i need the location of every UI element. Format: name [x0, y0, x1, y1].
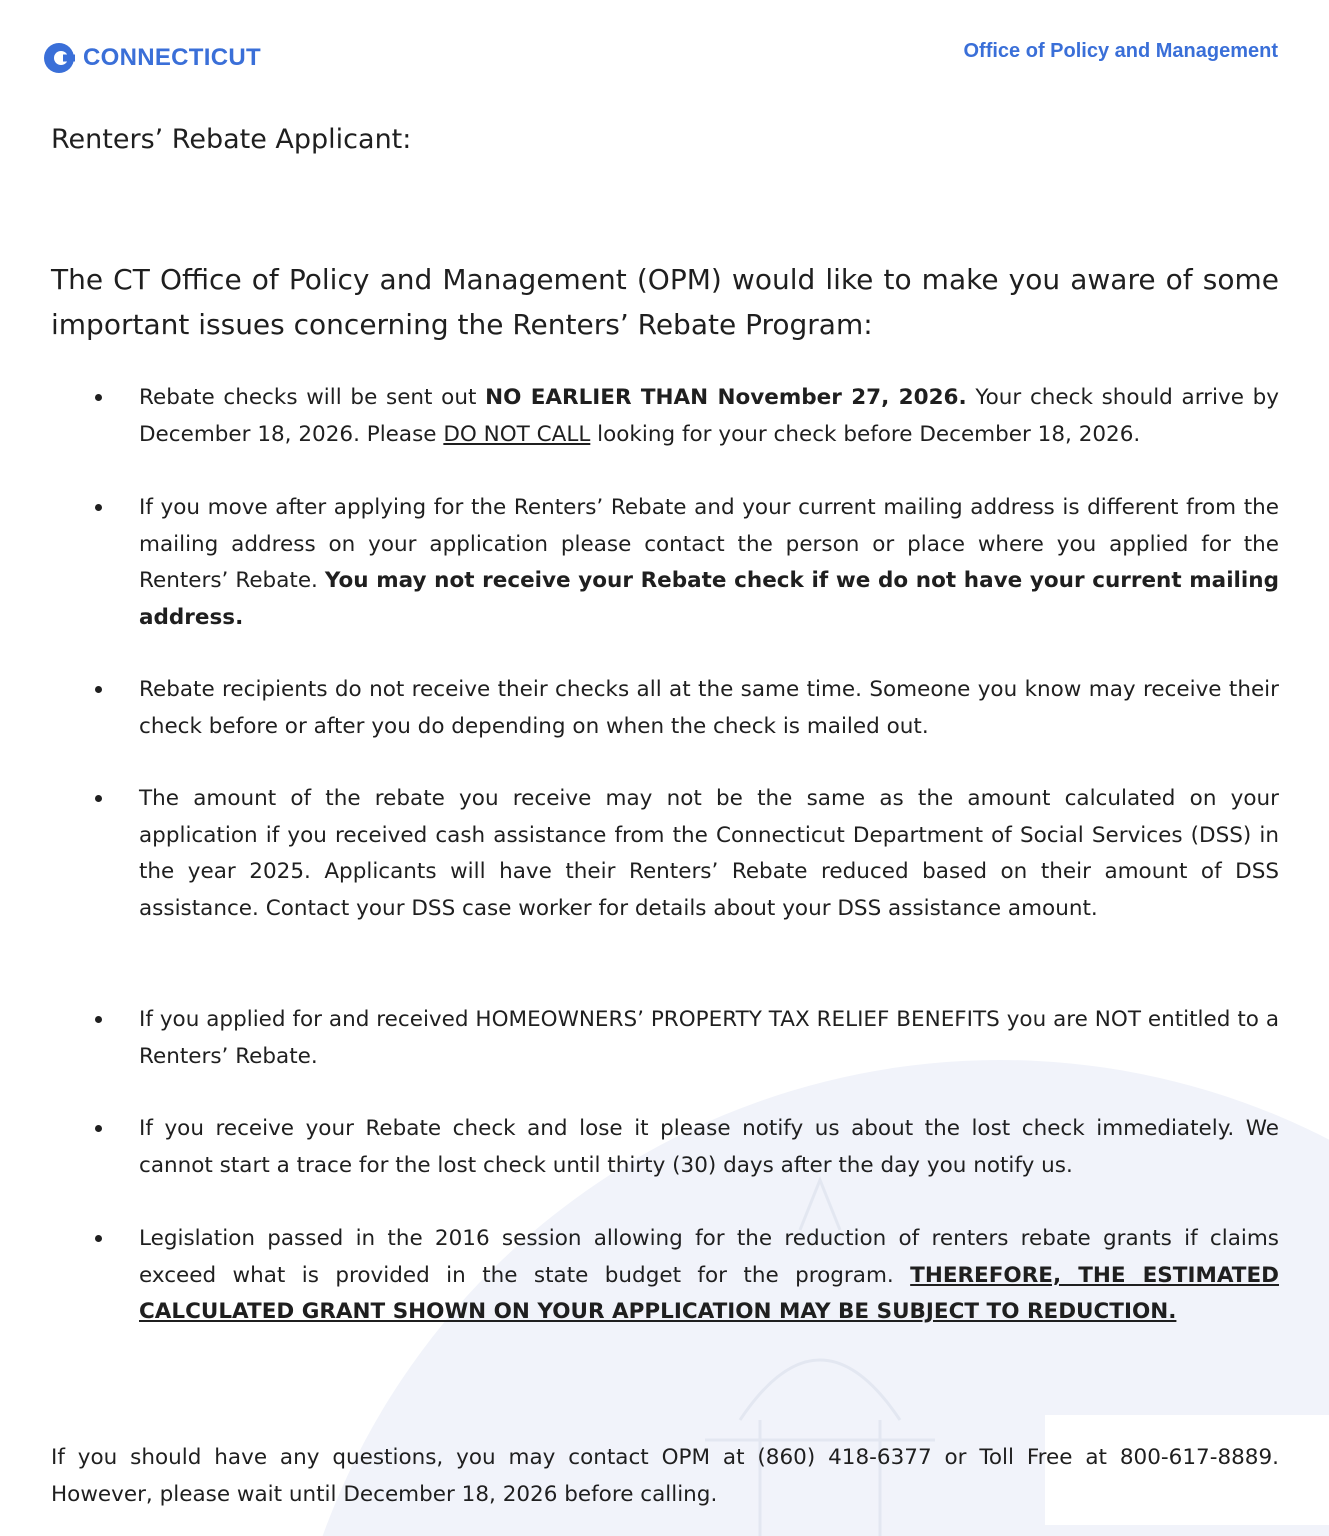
bullet-icon [95, 1016, 102, 1023]
bullet-text: Rebate recipients do not receive their checks all at the same time. Someone you know may receive their check before or after you do depending on when the check is mailed out. [139, 677, 1279, 739]
bullet-text: If you move after applying for the Renters’ Rebate and your current mailing address is different from the mailing address on your application please contact the person or place where you applied for the Renters’ Rebate. [139, 495, 1279, 593]
intro-paragraph: The CT Office of Policy and Management (OPM) would like to make you aware of some important issues concerning the Renters’ Rebate Program: [51, 263, 1279, 341]
bullet-homeowners [139, 1002, 1279, 1075]
bullet-bold-underline-text: THEREFORE, THE ESTIMATED CALCULATED GRANT SHOWN ON YOUR APPLICATION MAY BE SUBJECT TO REDUCTION. [139, 1262, 1280, 1324]
bullet-underline-text: DO NOT CALL [443, 421, 591, 447]
bullet-text: If you applied for and received HOMEOWNERS’ PROPERTY TAX RELIEF BENEFITS you are NOT entitled to a Renters’ Rebate. [139, 1007, 1279, 1069]
brand-name: CONNECTICUT [83, 44, 261, 71]
letterhead [43, 40, 1278, 80]
bullet-dss-assistance [139, 781, 1279, 927]
bullet-icon [95, 1125, 102, 1132]
bullet-icon [95, 1235, 102, 1242]
bullet-text: Your check should arrive by December 18, 2026. Please [139, 385, 1279, 447]
office-name: Office of Policy and Management [963, 40, 1278, 62]
bullet-check-dates [139, 380, 1279, 453]
bullet-bold-text: You may not receive your Rebate check if we do not have your current mailing address. [139, 568, 1279, 630]
bullet-bold-text: NO EARLIER THAN November 27, 2026. [485, 385, 967, 410]
bullet-check-timing [139, 672, 1279, 745]
bullet-address-change [139, 490, 1279, 636]
bullet-text: Legislation passed in the 2016 session allowing for the reduction of renters rebate grants if claims exceed what is provided in the state budget for the program. [139, 1226, 1279, 1288]
bullet-text: If you receive your Rebate check and lose it please notify us about the lost check immediately. We cannot start a trace for the lost check until thirty (30) days after the day you notify us. [139, 1116, 1279, 1178]
bullet-lost-check [139, 1111, 1279, 1184]
closing-paragraph: If you should have any questions, you may contact OPM at (860) 418-6377 or Toll Free at 800-617-8889. However, please wait until December 18, 2026 before calling. [51, 1445, 1279, 1507]
salutation: Renters’ Rebate Applicant: [51, 124, 412, 155]
bullet-text: looking for your check before December 18, 2026. [590, 421, 1141, 447]
bullet-legislation [139, 1221, 1279, 1331]
bullet-icon [95, 795, 102, 802]
bullet-icon [95, 686, 102, 693]
bullet-text: The amount of the rebate you receive may not be the same as the amount calculated on your application if you received cash assistance from the Connecticut Department of Social Services (DSS) in the year 2025. Applicants will have their Renters’ Rebate reduced based on their amount of DSS assistance. Contact your DSS case worker for details about your DSS assistance amount. [139, 786, 1279, 921]
bullet-icon [95, 394, 102, 401]
ct-logo-icon [43, 42, 75, 74]
brand-logo-group [43, 42, 261, 74]
bullet-text: Rebate checks will be sent out [139, 385, 486, 410]
bullet-icon [95, 504, 102, 511]
